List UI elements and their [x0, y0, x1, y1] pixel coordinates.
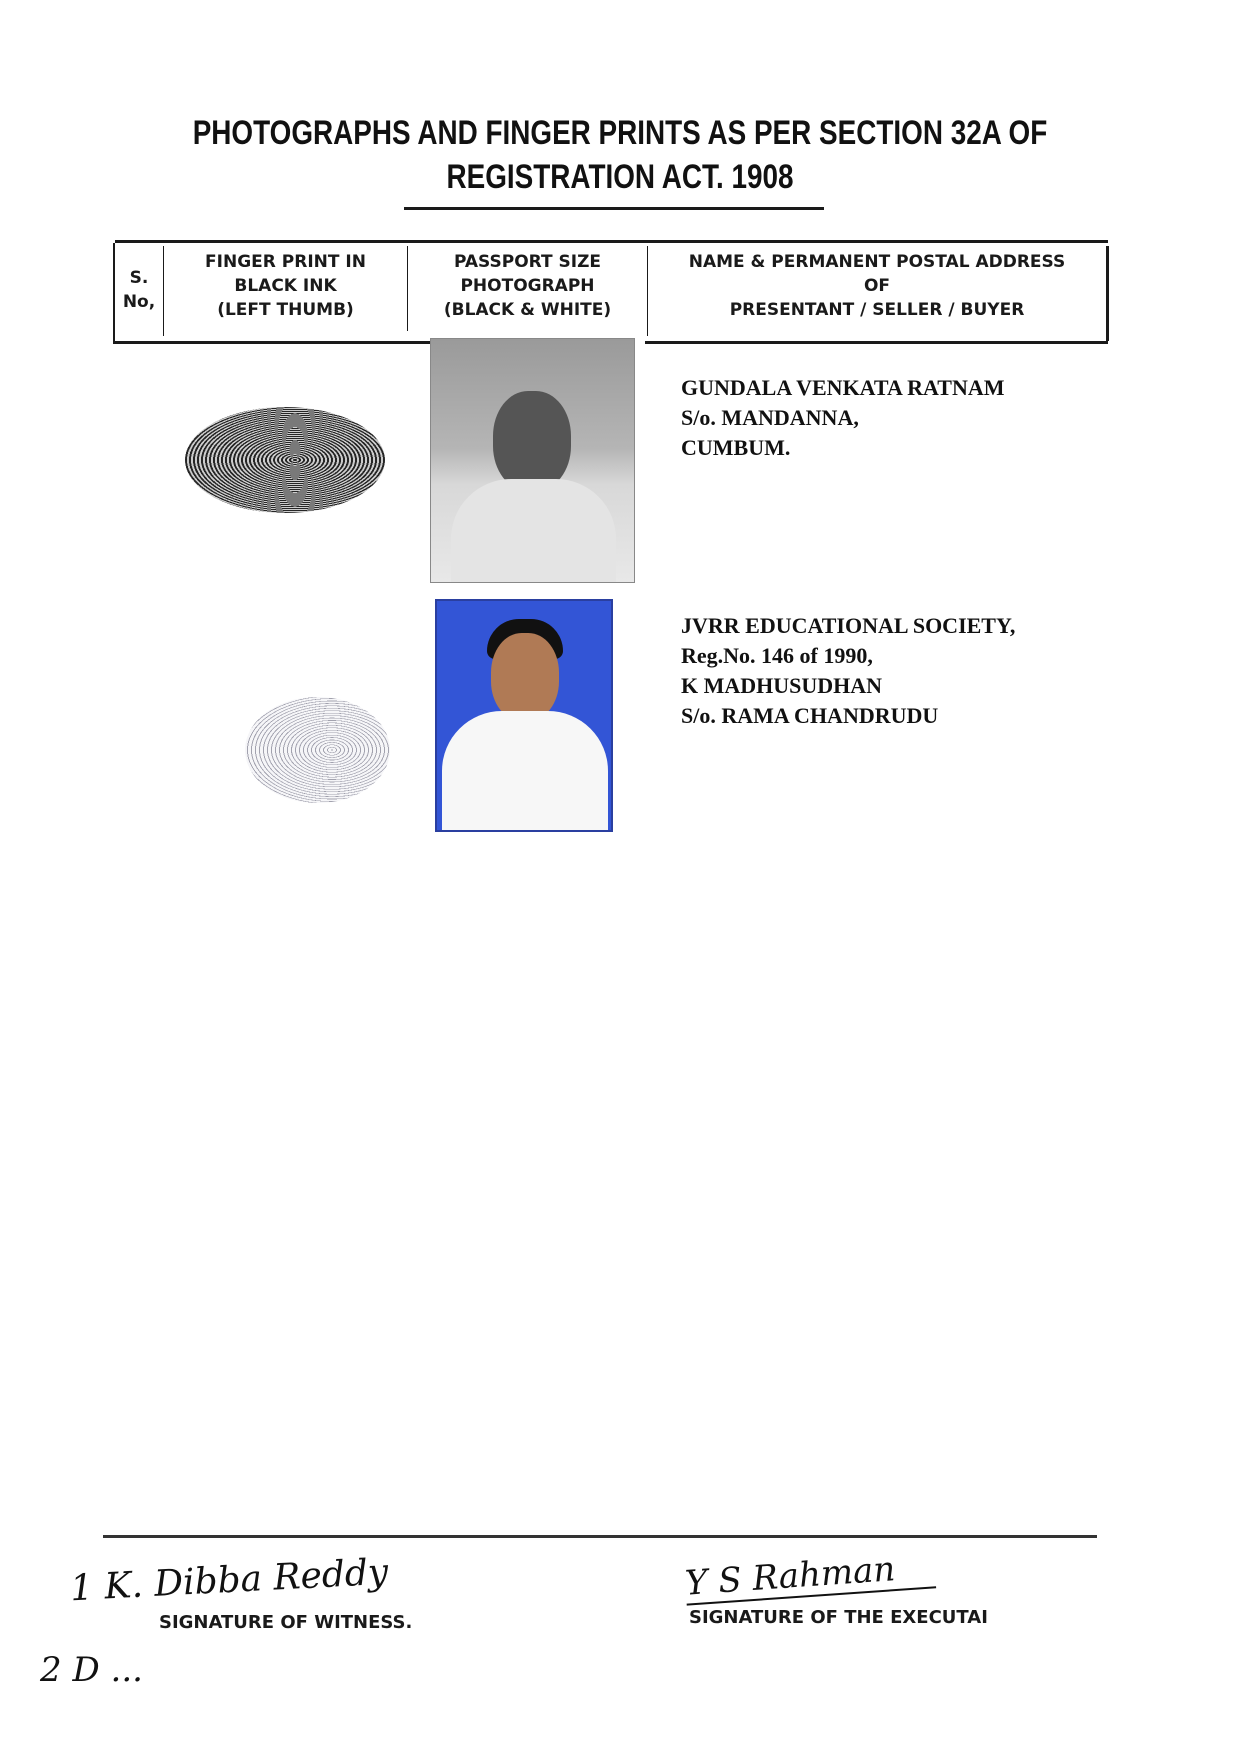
table-top-rule	[115, 240, 1108, 243]
address-line: K MADHUSUDHAN	[681, 673, 883, 698]
address-line: Reg.No. 146 of 1990,	[681, 643, 873, 668]
header-text: OF	[863, 276, 891, 296]
header-text: BLACK INK	[234, 276, 337, 296]
photo-2-face	[491, 633, 559, 721]
executant-signature-label: SIGNATURE OF THE EXECUTAI	[689, 1607, 988, 1628]
header-text: (LEFT THUMB)	[217, 300, 354, 320]
header-text: PHOTOGRAPH	[460, 276, 595, 296]
address-line: S/o. RAMA CHANDRUDU	[681, 703, 939, 728]
document-title-line2: REGISTRATION ACT. 1908	[446, 158, 794, 196]
header-sno	[115, 266, 163, 314]
photo-1-shirt	[451, 479, 616, 582]
thumbprint-2	[245, 697, 390, 803]
executant-signature: Y S Rahman	[684, 1546, 937, 1605]
title-underline	[404, 207, 824, 210]
address-line: S/o. MANDANNA,	[681, 405, 859, 430]
header-text: S.	[129, 268, 149, 288]
header-text: No,	[122, 292, 156, 312]
party-1-name-address	[681, 373, 1005, 463]
witness-signature-label: SIGNATURE OF WITNESS.	[159, 1612, 413, 1633]
header-text: NAME & PERMANENT POSTAL ADDRESS	[688, 252, 1066, 272]
footer-rule	[103, 1535, 1097, 1538]
header-name-address	[648, 250, 1106, 322]
witness-2-signature: 2 D ...	[40, 1650, 143, 1690]
header-photo	[408, 250, 647, 322]
photo-1-face	[493, 391, 571, 491]
photo-2	[435, 599, 613, 832]
header-text: PASSPORT SIZE	[453, 252, 602, 272]
header-fingerprint	[164, 250, 407, 322]
address-line: JVRR EDUCATIONAL SOCIETY,	[681, 613, 1016, 638]
witness-1-signature: 1 K. Dibba Reddy	[69, 1551, 390, 1610]
address-line: CUMBUM.	[681, 435, 791, 460]
thumbprint-1	[185, 407, 385, 513]
header-text: FINGER PRINT IN	[205, 252, 366, 272]
photo-1	[430, 338, 635, 583]
table-header-bottom-rule-right	[645, 341, 1108, 344]
photo-2-shirt	[442, 711, 608, 832]
address-line: GUNDALA VENKATA RATNAM	[681, 375, 1005, 400]
header-text: (BLACK & WHITE)	[443, 300, 612, 320]
table-border-right	[1106, 246, 1109, 341]
document-title-line1: PHOTOGRAPHS AND FINGER PRINTS AS PER SECTION 32A OF	[192, 114, 1048, 152]
party-2-name-address	[681, 611, 1015, 731]
header-text: PRESENTANT / SELLER / BUYER	[729, 300, 1025, 320]
